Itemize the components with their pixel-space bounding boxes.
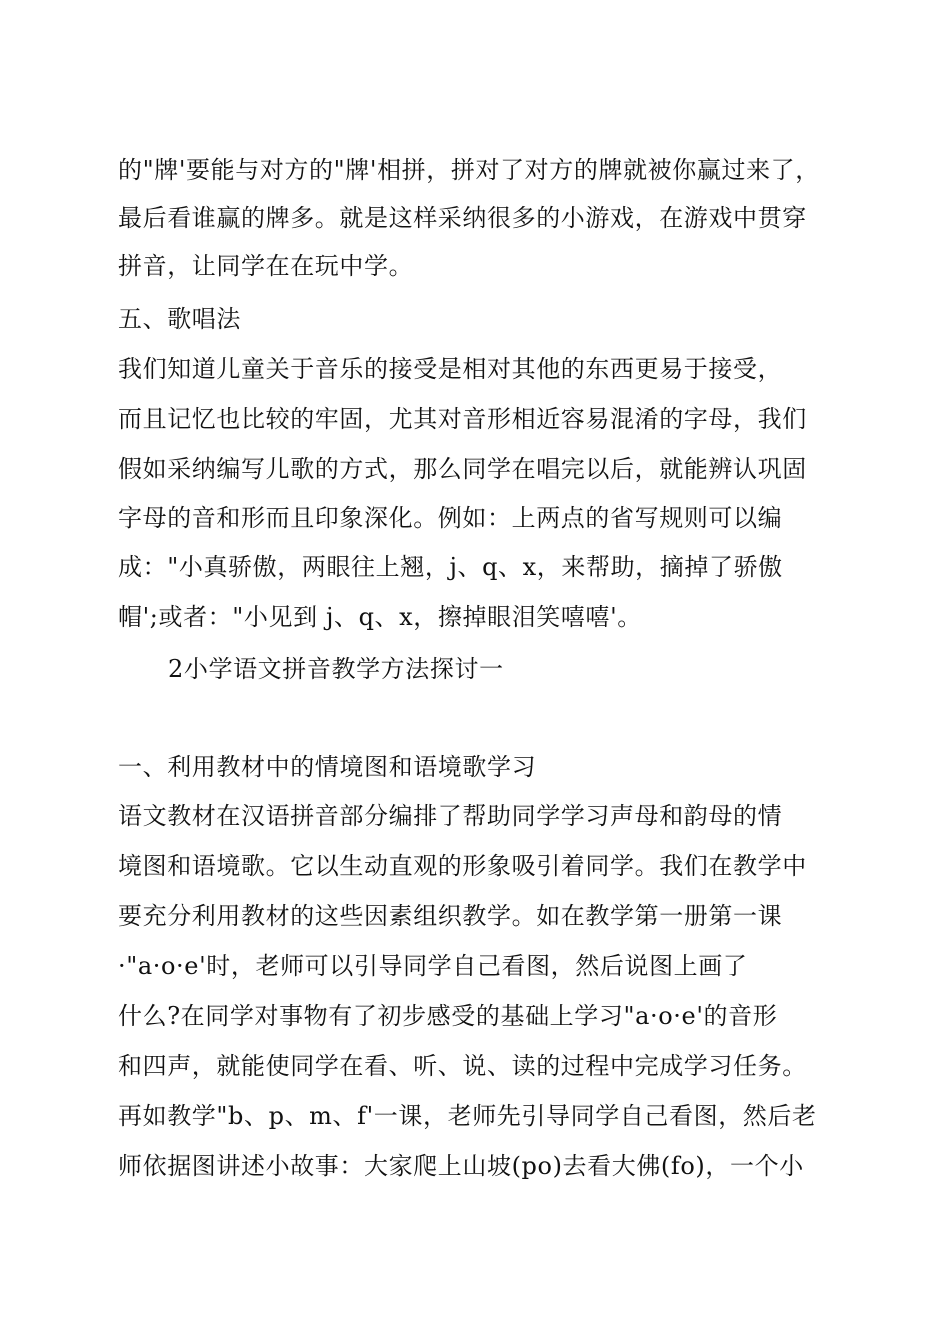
text-line: 成："小真骄傲，两眼往上翘，j、q、x，来帮助，摘掉了骄傲 <box>118 553 783 581</box>
text-line: 字母的音和形而且印象深化。例如：上两点的省写规则可以编 <box>118 504 783 532</box>
text-line: ·"a·o·e'时，老师可以引导同学自己看图，然后说图上画了 <box>118 952 748 980</box>
text-line: 语文教材在汉语拼音部分编排了帮助同学学习声母和韵母的情 <box>118 802 783 830</box>
article-title: 2小学语文拼音教学方法探讨一 <box>168 655 504 683</box>
text-line: 什么?在同学对事物有了初步感受的基础上学习"a·o·e'的音形 <box>118 1002 778 1030</box>
text-line: 的"牌'要能与对方的"牌'相拼，拼对了对方的牌就被你赢过来了， <box>118 156 820 184</box>
text-line: 要充分利用教材的这些因素组织教学。如在教学第一册第一课 <box>118 902 783 930</box>
text-line: 假如采纳编写儿歌的方式，那么同学在唱完以后，就能辨认巩固 <box>118 455 807 483</box>
text-line: 境图和语境歌。它以生动直观的形象吸引着同学。我们在教学中 <box>118 852 807 880</box>
text-line: 我们知道儿童关于音乐的接受是相对其他的东西更易于接受， <box>118 355 783 383</box>
section-heading: 五、歌唱法 <box>118 305 241 333</box>
text-line: 和四声，就能使同学在看、听、说、读的过程中完成学习任务。 <box>118 1052 807 1080</box>
text-line: 帽';或者："小见到 j、q、x，擦掉眼泪笑嘻嘻'。 <box>118 603 642 631</box>
section-heading: 一、利用教材中的情境图和语境歌学习 <box>118 753 537 781</box>
text-line: 拼音，让同学在在玩中学。 <box>118 252 414 280</box>
text-line: 而且记忆也比较的牢固，尤其对音形相近容易混淆的字母，我们 <box>118 405 807 433</box>
text-line: 最后看谁赢的牌多。就是这样采纳很多的小游戏，在游戏中贯穿 <box>118 204 807 232</box>
text-line: 师依据图讲述小故事：大家爬上山坡(po)去看大佛(fo)，一个小 <box>118 1152 804 1180</box>
text-line: 再如教学"b、p、m、f'一课，老师先引导同学自己看图，然后老 <box>118 1102 817 1130</box>
